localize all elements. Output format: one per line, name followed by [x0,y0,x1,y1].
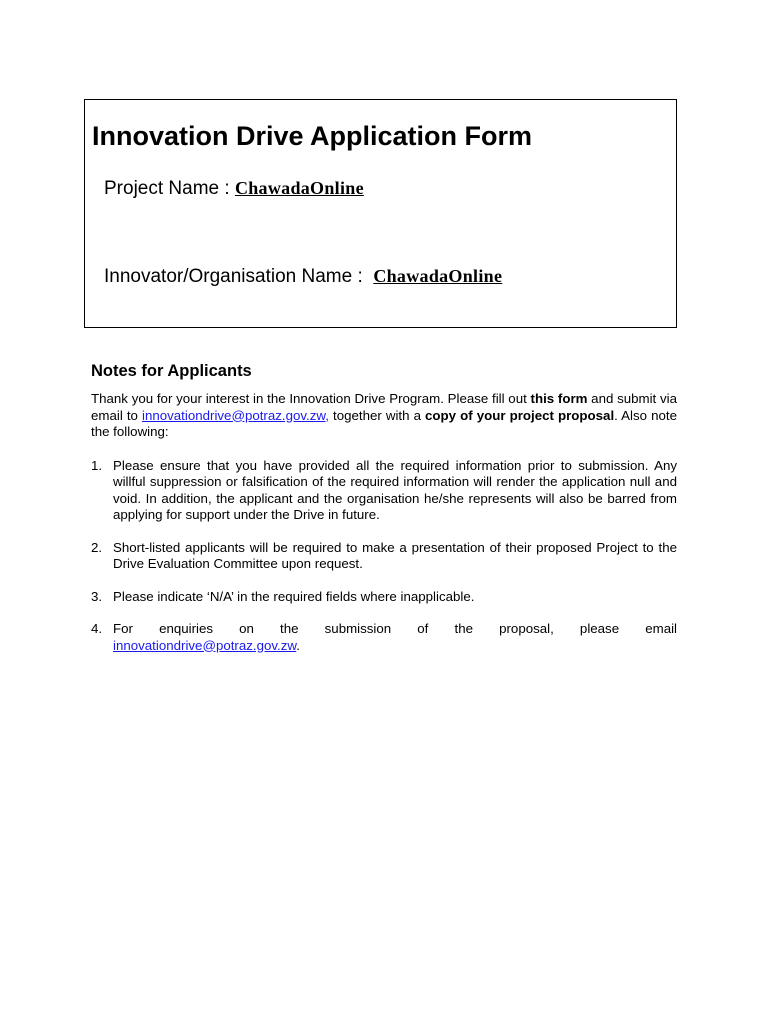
list-item-number: 2. [91,539,103,555]
list-item-text: Please ensure that you have provided all the required information prior to submission. Any willful suppression or falsification of the required information will render the application null and void. In addition, the applicant and the organisation he/she represents will also be barred from applying for support under the Drive in future. [113,457,677,522]
application-form-header [84,99,677,328]
list-item-text: Short-listed applicants will be required to make a presentation of their proposed Project to the Drive Evaluation Committee upon request. [113,539,677,571]
intro-text-1: Thank you for your interest in the Innovation Drive Program. Please fill out [91,391,531,406]
list-item-text: Please indicate ‘N/A’ in the required fields where inapplicable. [113,588,475,604]
intro-text-3: together with a [328,407,426,423]
list-item-body [113,621,677,654]
list-item [91,458,677,524]
intro-bold-this-form: this form [530,391,588,406]
enquiries-email-link[interactable]: innovationdrive@potraz.gov.zw [113,637,297,653]
innovator-name-row [104,264,502,289]
list-item [91,589,677,606]
list-item-number: 4. [91,621,103,636]
notes-list [91,458,677,655]
project-name-label: Project Name : [104,178,235,199]
list-item [91,540,677,573]
notes-intro [91,391,677,441]
notes-heading: Notes for Applicants [91,362,252,380]
project-name-row [104,176,364,201]
list-item-number: 3. [91,588,103,604]
project-name-value: ChawadaOnline [234,178,364,198]
notes-section [91,360,677,670]
innovator-name-label: Innovator/Organisation Name : [104,266,374,287]
list-item-number: 1. [91,457,103,473]
intro-email-link[interactable]: innovationdrive@potraz.gov.zw, [142,407,329,423]
intro-text-2: and submit via email to [91,391,677,423]
form-title: Innovation Drive Application Form [92,121,533,151]
intro-bold-proposal: copy of your project proposal [425,407,615,423]
list-item-suffix: . [296,637,300,653]
list-item [91,621,677,654]
innovator-name-value: ChawadaOnline [373,266,503,286]
list-item-text: For enquiries on the submission of the proposal, please email [113,621,677,636]
intro-text-4: . Also note the following: [91,407,677,439]
